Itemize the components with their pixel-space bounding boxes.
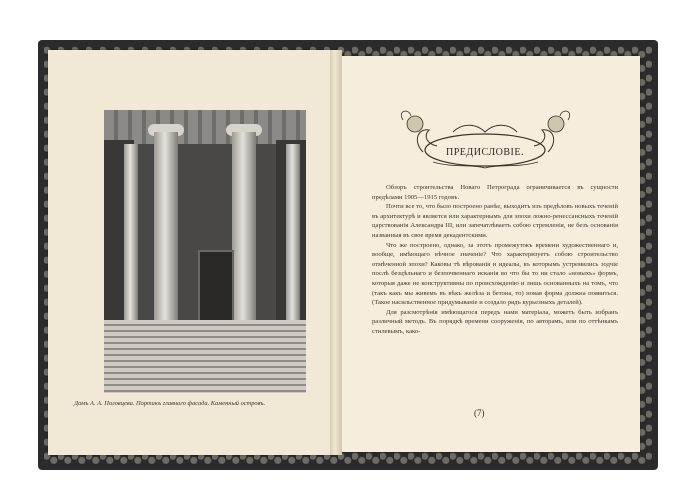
doorway (198, 250, 234, 324)
stairs (104, 320, 306, 393)
ornamental-vignette (393, 102, 578, 174)
paragraph: Почти все то, что было построено ранѣе, выходитъ изъ предѣловъ новыхъ теченій въ архитектурѣ и является или характернымъ для эпохи ложно-ренессансныхъ теченій царствованія Александра III, или запечатлѣваетъ собою стремленія, не безъ основанія названныя въ свое время декадентскими. (372, 203, 618, 239)
column (154, 132, 178, 322)
photo-caption: Домъ А. А. Половцева. Портикъ главнаго фасада. Каменный островъ. (74, 400, 266, 407)
column (286, 144, 300, 320)
column (124, 144, 138, 320)
body-text (372, 183, 618, 337)
paragraph: Что же построено, однако, за этотъ промежутокъ времени художественнаго и, вообще, имѣющаго вѣчное значеніе? Что характеризуетъ собою строительство отмѣченной эпохи? Каковы тѣ вѣрованія и идеалы, къ которымъ устремились зодчіе послѣ безцѣльнаго и безпочвеннаго исканія во что бы то ни стало «новыхъ» формъ, которыя даже не конструктивны по происхожденію и лишь основанныхъ на томъ, что (такъ какъ мы живемъ въ вѣкъ желѣза и бетона, то) новая форма должна появиться. (Такое насильственное придумываніе и создало рядъ курьезныхъ деталей). (372, 241, 618, 307)
book-spine (330, 50, 342, 455)
portico-photograph (104, 110, 306, 393)
column (232, 132, 256, 322)
page-number: (7) (474, 408, 485, 418)
coffered-ceiling (104, 110, 306, 144)
paragraph: Обзоръ строительства Новаго Петрограда ограничивается въ сущности предѣлами 1905—1915 годовъ. (372, 184, 618, 201)
paragraph: Для разсмотрѣнія имѣющагося передъ нами матеріала, можетъ быть избранъ различный методъ. Въ порядкѣ времени сооруженія, по авторамъ, или по оттѣнкамъ стилевымъ, како- (372, 308, 618, 335)
section-heading: ПРЕДИСЛОВІЕ. (446, 147, 524, 158)
